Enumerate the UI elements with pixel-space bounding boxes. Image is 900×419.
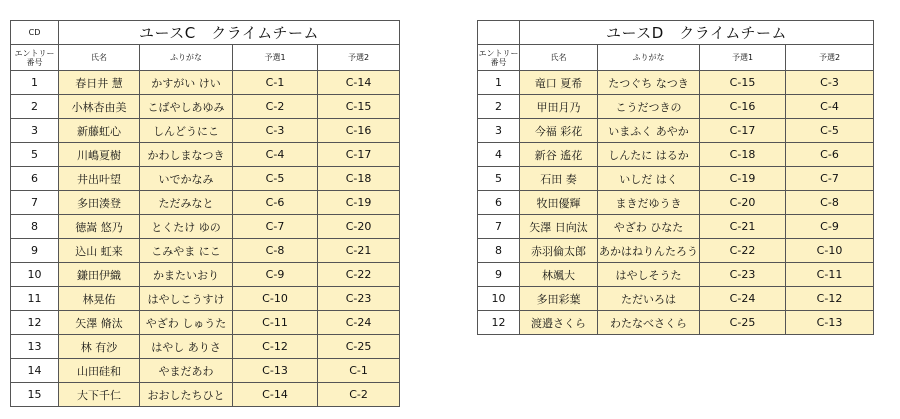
qualifier1-cell: C-19 xyxy=(700,167,786,191)
qualifier2-cell: C-7 xyxy=(786,167,874,191)
qualifier2-cell: C-25 xyxy=(318,335,400,359)
entry-number-cell: 8 xyxy=(478,239,520,263)
name-cell: 大下千仁 xyxy=(59,383,140,407)
table-row xyxy=(11,95,400,119)
qualifier2-cell: C-10 xyxy=(786,239,874,263)
entry-number-cell: 5 xyxy=(478,167,520,191)
column-header-row xyxy=(11,45,400,71)
entry-number-cell: 8 xyxy=(11,215,59,239)
table-row xyxy=(478,311,874,335)
qualifier2-cell: C-17 xyxy=(318,143,400,167)
table-row xyxy=(11,215,400,239)
entry-number-cell: 9 xyxy=(478,263,520,287)
qualifier1-cell: C-18 xyxy=(700,143,786,167)
kana-cell: はやしそうた xyxy=(598,263,700,287)
name-cell: 新藤虹心 xyxy=(59,119,140,143)
kana-cell: とくたけ ゆの xyxy=(140,215,233,239)
qualifier1-cell: C-13 xyxy=(233,359,318,383)
entry-number-cell: 10 xyxy=(478,287,520,311)
name-cell: 甲田月乃 xyxy=(520,95,598,119)
entry-number-cell: 3 xyxy=(478,119,520,143)
table-row xyxy=(11,287,400,311)
qualifier2-header: 予選2 xyxy=(786,45,874,71)
kana-cell: あかはねりんたろう xyxy=(598,239,700,263)
name-cell: 込山 虹来 xyxy=(59,239,140,263)
table-row xyxy=(478,263,874,287)
qualifier1-cell: C-21 xyxy=(700,215,786,239)
kana-cell: はやし ありさ xyxy=(140,335,233,359)
name-cell: 林颯大 xyxy=(520,263,598,287)
name-cell: 林晃佑 xyxy=(59,287,140,311)
name-cell: 春日井 慧 xyxy=(59,71,140,95)
qualifier1-cell: C-24 xyxy=(700,287,786,311)
qualifier1-cell: C-3 xyxy=(233,119,318,143)
qualifier1-cell: C-23 xyxy=(700,263,786,287)
table-row xyxy=(11,119,400,143)
kana-header: ふりがな xyxy=(140,45,233,71)
name-cell: 多田彩葉 xyxy=(520,287,598,311)
kana-cell: こみやま にこ xyxy=(140,239,233,263)
qualifier1-header: 予選1 xyxy=(233,45,318,71)
qualifier1-cell: C-12 xyxy=(233,335,318,359)
qualifier1-cell: C-1 xyxy=(233,71,318,95)
qualifier1-cell: C-6 xyxy=(233,191,318,215)
entry-number-cell: 7 xyxy=(11,191,59,215)
qualifier1-cell: C-2 xyxy=(233,95,318,119)
name-cell: 鎌田伊織 xyxy=(59,263,140,287)
kana-cell: いまふく あやか xyxy=(598,119,700,143)
qualifier1-cell: C-5 xyxy=(233,167,318,191)
entry-number-cell: 3 xyxy=(11,119,59,143)
name-cell: 小林杏由美 xyxy=(59,95,140,119)
name-cell: 矢澤 脩汰 xyxy=(59,311,140,335)
qualifier2-cell: C-22 xyxy=(318,263,400,287)
qualifier1-cell: C-25 xyxy=(700,311,786,335)
table-row xyxy=(478,143,874,167)
youth-d-table xyxy=(477,20,874,335)
qualifier2-cell: C-4 xyxy=(786,95,874,119)
qualifier2-cell: C-21 xyxy=(318,239,400,263)
name-cell: 林 有沙 xyxy=(59,335,140,359)
entry-number-cell: 6 xyxy=(11,167,59,191)
entry-number-cell: 2 xyxy=(478,95,520,119)
name-cell: 徳嵩 悠乃 xyxy=(59,215,140,239)
table-row xyxy=(478,215,874,239)
kana-cell: しんどうにこ xyxy=(140,119,233,143)
entry-number-cell: 4 xyxy=(478,143,520,167)
entry-number-header: エントリー番号 xyxy=(11,45,59,71)
qualifier2-cell: C-24 xyxy=(318,311,400,335)
column-header-row xyxy=(478,45,874,71)
table-row xyxy=(11,263,400,287)
qualifier2-cell: C-16 xyxy=(318,119,400,143)
qualifier1-cell: C-14 xyxy=(233,383,318,407)
qualifier2-cell: C-14 xyxy=(318,71,400,95)
kana-cell: かわしまなつき xyxy=(140,143,233,167)
qualifier2-cell: C-11 xyxy=(786,263,874,287)
entry-number-cell: 2 xyxy=(11,95,59,119)
table-row xyxy=(478,119,874,143)
entry-number-cell: 1 xyxy=(11,71,59,95)
name-cell: 新谷 遙花 xyxy=(520,143,598,167)
qualifier2-cell: C-18 xyxy=(318,167,400,191)
entry-number-cell: 12 xyxy=(478,311,520,335)
table-row xyxy=(11,143,400,167)
name-header: 氏名 xyxy=(520,45,598,71)
entry-number-cell: 7 xyxy=(478,215,520,239)
entry-number-header: エントリー番号 xyxy=(478,45,520,71)
entry-number-cell: 10 xyxy=(11,263,59,287)
name-cell: 多田湊登 xyxy=(59,191,140,215)
kana-cell: かすがい けい xyxy=(140,71,233,95)
name-cell: 山田硅和 xyxy=(59,359,140,383)
qualifier2-cell: C-20 xyxy=(318,215,400,239)
table-row xyxy=(11,335,400,359)
entry-number-cell: 9 xyxy=(11,239,59,263)
entry-number-cell: 5 xyxy=(11,143,59,167)
table-row xyxy=(478,71,874,95)
kana-cell: しんたに はるか xyxy=(598,143,700,167)
qualifier2-cell: C-13 xyxy=(786,311,874,335)
name-cell: 渡邉さくら xyxy=(520,311,598,335)
kana-cell: ただみなと xyxy=(140,191,233,215)
kana-cell: たつぐち なつき xyxy=(598,71,700,95)
name-cell: 川嶋夏樹 xyxy=(59,143,140,167)
qualifier2-cell: C-19 xyxy=(318,191,400,215)
kana-cell: かまたいおり xyxy=(140,263,233,287)
qualifier1-cell: C-7 xyxy=(233,215,318,239)
name-cell: 今福 彩花 xyxy=(520,119,598,143)
qualifier2-cell: C-12 xyxy=(786,287,874,311)
table-row xyxy=(11,191,400,215)
qualifier1-cell: C-9 xyxy=(233,263,318,287)
kana-cell: いしだ はく xyxy=(598,167,700,191)
kana-cell: ただいろは xyxy=(598,287,700,311)
entry-number-cell: 15 xyxy=(11,383,59,407)
entry-number-cell: 6 xyxy=(478,191,520,215)
qualifier1-cell: C-10 xyxy=(233,287,318,311)
qualifier1-header: 予選1 xyxy=(700,45,786,71)
kana-cell: はやしこうすけ xyxy=(140,287,233,311)
name-cell: 竜口 夏希 xyxy=(520,71,598,95)
name-cell: 井出叶望 xyxy=(59,167,140,191)
qualifier1-cell: C-22 xyxy=(700,239,786,263)
qualifier2-cell: C-6 xyxy=(786,143,874,167)
qualifier2-header: 予選2 xyxy=(318,45,400,71)
qualifier2-cell: C-1 xyxy=(318,359,400,383)
qualifier2-cell: C-9 xyxy=(786,215,874,239)
kana-cell: やまだあわ xyxy=(140,359,233,383)
name-cell: 矢澤 日向汰 xyxy=(520,215,598,239)
table-row xyxy=(11,167,400,191)
table-row xyxy=(11,71,400,95)
name-cell: 牧田優輝 xyxy=(520,191,598,215)
entry-number-cell: 11 xyxy=(11,287,59,311)
cd-label: CD xyxy=(11,21,59,45)
qualifier2-cell: C-15 xyxy=(318,95,400,119)
name-header: 氏名 xyxy=(59,45,140,71)
blank-corner-cell xyxy=(478,21,520,45)
kana-cell: やざわ しゅうた xyxy=(140,311,233,335)
kana-header: ふりがな xyxy=(598,45,700,71)
table-row xyxy=(478,191,874,215)
entry-number-cell: 1 xyxy=(478,71,520,95)
qualifier1-cell: C-17 xyxy=(700,119,786,143)
kana-cell: おおしたちひと xyxy=(140,383,233,407)
table-title: ユースD クライムチーム xyxy=(520,21,874,45)
table-row xyxy=(478,239,874,263)
qualifier1-cell: C-15 xyxy=(700,71,786,95)
table-title-row xyxy=(478,21,874,45)
kana-cell: やざわ ひなた xyxy=(598,215,700,239)
name-cell: 赤羽倫太郎 xyxy=(520,239,598,263)
table-row xyxy=(478,287,874,311)
table-row xyxy=(11,311,400,335)
qualifier1-cell: C-4 xyxy=(233,143,318,167)
entry-number-cell: 14 xyxy=(11,359,59,383)
youth-c-table xyxy=(10,20,400,407)
kana-cell: こうだつきの xyxy=(598,95,700,119)
table-row xyxy=(11,383,400,407)
qualifier2-cell: C-8 xyxy=(786,191,874,215)
qualifier1-cell: C-16 xyxy=(700,95,786,119)
kana-cell: わたなべさくら xyxy=(598,311,700,335)
kana-cell: いでかなみ xyxy=(140,167,233,191)
qualifier2-cell: C-3 xyxy=(786,71,874,95)
kana-cell: こばやしあゆみ xyxy=(140,95,233,119)
qualifier2-cell: C-23 xyxy=(318,287,400,311)
table-title: ユースC クライムチーム xyxy=(59,21,400,45)
kana-cell: まきだゆうき xyxy=(598,191,700,215)
entry-number-cell: 13 xyxy=(11,335,59,359)
qualifier1-cell: C-11 xyxy=(233,311,318,335)
qualifier1-cell: C-8 xyxy=(233,239,318,263)
name-cell: 石田 奏 xyxy=(520,167,598,191)
table-row xyxy=(11,239,400,263)
entry-number-cell: 12 xyxy=(11,311,59,335)
qualifier2-cell: C-2 xyxy=(318,383,400,407)
qualifier2-cell: C-5 xyxy=(786,119,874,143)
table-title-row xyxy=(11,21,400,45)
table-row xyxy=(478,167,874,191)
qualifier1-cell: C-20 xyxy=(700,191,786,215)
table-row xyxy=(11,359,400,383)
table-row xyxy=(478,95,874,119)
